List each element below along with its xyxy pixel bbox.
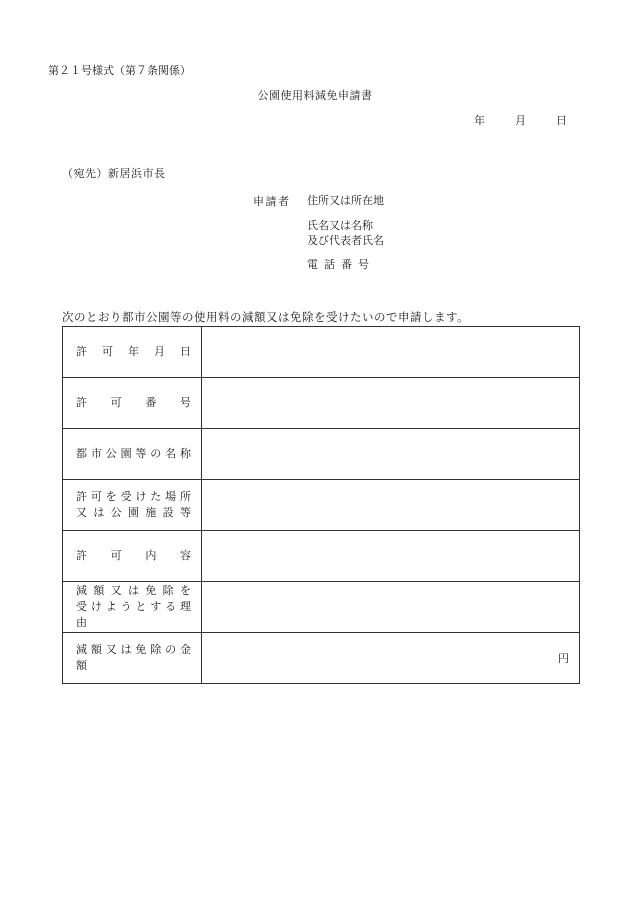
row-value-amount[interactable] (202, 633, 580, 684)
row-label-amount: 減 額 又 は 免 除 の 金 額 (63, 633, 202, 684)
table-row (63, 378, 580, 429)
row-label-reason-line1: 減 額 又 は 免 除 を (76, 584, 191, 597)
table-row (63, 327, 580, 378)
table-row (63, 429, 580, 480)
date-month-label: 月 (515, 114, 526, 127)
row-label-reason (63, 582, 202, 633)
application-date (474, 112, 567, 128)
row-label-permit-date: 許 可 年 月 日 (63, 327, 202, 378)
applicant-name-label-line1: 氏名又は名称 (307, 219, 373, 232)
table-row (63, 582, 580, 633)
applicant-phone-label: 電話番号 (307, 258, 375, 271)
row-value-park-name[interactable] (202, 429, 580, 480)
form-number: 第２１号様式（第７条関係） (48, 64, 191, 77)
applicant-name-label (307, 218, 384, 248)
applicant-name-label-line2: 及び代表者氏名 (307, 234, 384, 247)
row-label-permitted-place-line1: 許 可 を 受 け た 場 所 (76, 490, 191, 503)
row-value-permit-number[interactable] (202, 378, 580, 429)
document-title: 公園使用料減免申請書 (257, 89, 373, 102)
yen-unit: 円 (558, 652, 569, 665)
row-value-permit-content[interactable] (202, 531, 580, 582)
applicant-address-label: 住所又は所在地 (307, 194, 384, 207)
row-value-permit-date[interactable] (202, 327, 580, 378)
row-label-permit-content: 許 可 内 容 (63, 531, 202, 582)
addressee: （宛先）新居浜市長 (62, 167, 166, 180)
row-label-park-name: 都 市 公 園 等 の 名 称 (63, 429, 202, 480)
row-value-permitted-place[interactable] (202, 480, 580, 531)
table-row (63, 531, 580, 582)
row-label-permit-number: 許 可 番 号 (63, 378, 202, 429)
row-label-permitted-place-line2: 又 は 公 園 施 設 等 (76, 506, 191, 519)
table-row (63, 480, 580, 531)
table-row (63, 633, 580, 684)
row-label-reason-line2: 受 け よ う と す る 理 由 (76, 600, 191, 629)
date-year-label: 年 (474, 114, 485, 127)
date-day-label: 日 (556, 114, 567, 127)
row-label-permitted-place (63, 480, 202, 531)
application-details-table (62, 326, 580, 684)
row-value-reason[interactable] (202, 582, 580, 633)
applicant-label: 申請者 (253, 195, 291, 208)
intro-text: 次のとおり都市公園等の使用料の減額又は免除を受けたいので申請します。 (62, 310, 470, 324)
